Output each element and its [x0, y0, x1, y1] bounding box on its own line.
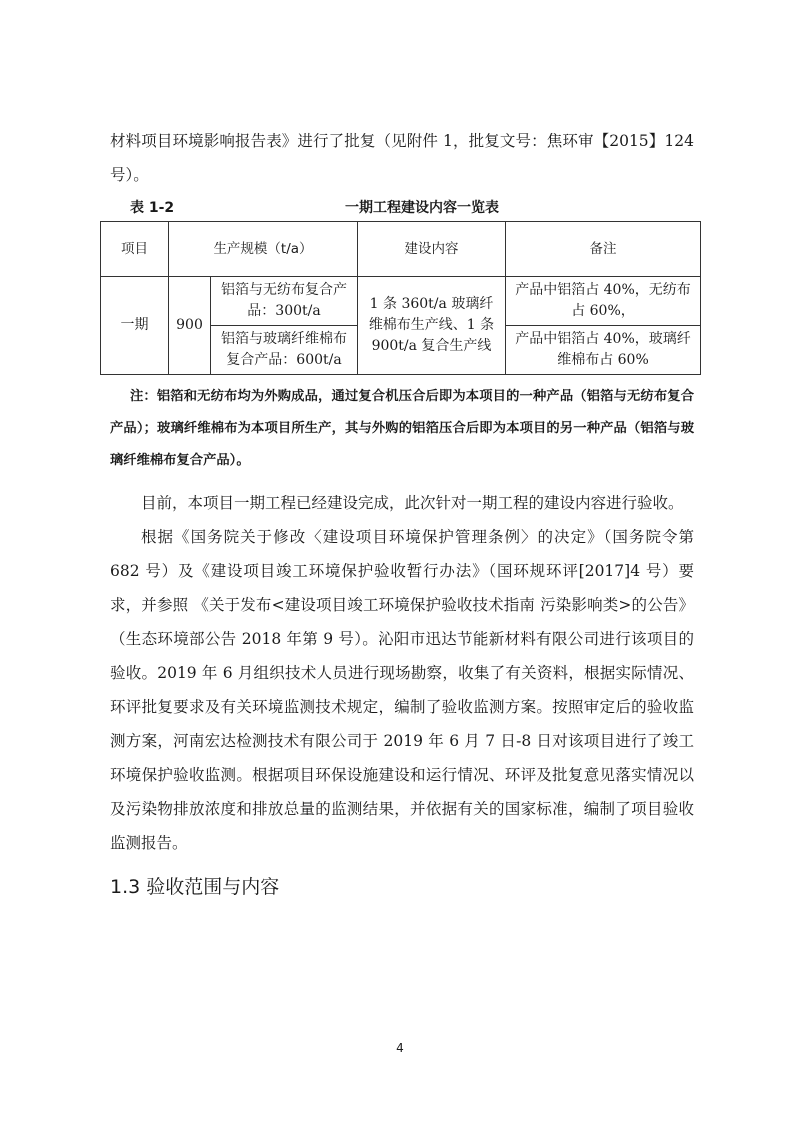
status-paragraph: 目前，本项目一期工程已经建设完成，此次针对一期工程的建设内容进行验收。 — [141, 494, 684, 512]
cell-item: 一期 — [101, 277, 169, 375]
header-remark: 备注 — [506, 222, 701, 277]
header-content: 建设内容 — [358, 222, 506, 277]
basis-paragraph: 根据《国务院关于修改〈建设项目环境保护管理条例〉的决定》（国务院令第 682 号）及《建设项目竣工环境保护验收暂行办法》（国环规环评[2017]4 号）要求，并参照 《关于发布<建设项目竣工环境保护验收技术指南 污染影响类>的公告》（生态环境部公告 2018 年第 9 号）。沁阳市迅达节能新材料有限公司进行该项目的验收。2019 年 6 月组织技术人员进行现场勘察，收集了有关资料，根据实际情况、环评批复要求及有关环境监测技术规定，编制了验收监测方案。按照审定后的验收监测方案，河南宏达检测技术有限公司于 2019 年 6 月 7 日-8 日对该项目进行了竣工环境保护验收监测。根据项目环保设施建设和运行情况、环评及批复意见落实情况以及污染物排放浓度和排放总量的监测结果，并依据有关的国家标准，编制了项目验收监测报告。 — [110, 528, 694, 852]
intro-paragraph: 材料项目环境影响报告表》进行了批复（见附件 1，批复文号：焦环审【2015】124 号）。 — [110, 132, 694, 184]
cell-total: 900 — [169, 277, 211, 375]
table-header-row — [101, 222, 701, 277]
cell-product-1: 铝箔与无纺布复合产品：300t/a — [211, 277, 358, 326]
header-scale: 生产规模（t/a） — [169, 222, 358, 277]
table-caption — [130, 197, 690, 219]
header-item: 项目 — [101, 222, 169, 277]
table-number: 表 1-2 — [130, 200, 175, 216]
cell-remark-2: 产品中铝箔占 40%，玻璃纤维棉布占 60% — [506, 326, 701, 375]
table-note: 注：铝箔和无纺布均为外购成品，通过复合机压合后即为本项目的一种产品（铝箔与无纺布复合产品）；玻璃纤维棉布为本项目所生产，其与外购的铝箔压合后即为本项目的另一种产品（铝箔与玻璃纤维棉布复合产品）。 — [110, 389, 694, 468]
table-row — [101, 277, 701, 326]
construction-content-table — [100, 221, 701, 375]
cell-remark-1: 产品中铝箔占 40%，无纺布占 60%， — [506, 277, 701, 326]
section-heading: 1.3 验收范围与内容 — [110, 876, 280, 898]
cell-content: 1 条 360t/a 玻璃纤维棉布生产线、1 条 900t/a 复合生产线 — [358, 277, 506, 375]
cell-product-2: 铝箔与玻璃纤维棉布复合产品：600t/a — [211, 326, 358, 375]
table-title: 一期工程建设内容一览表 — [345, 200, 499, 216]
page-number: 4 — [396, 1041, 404, 1055]
